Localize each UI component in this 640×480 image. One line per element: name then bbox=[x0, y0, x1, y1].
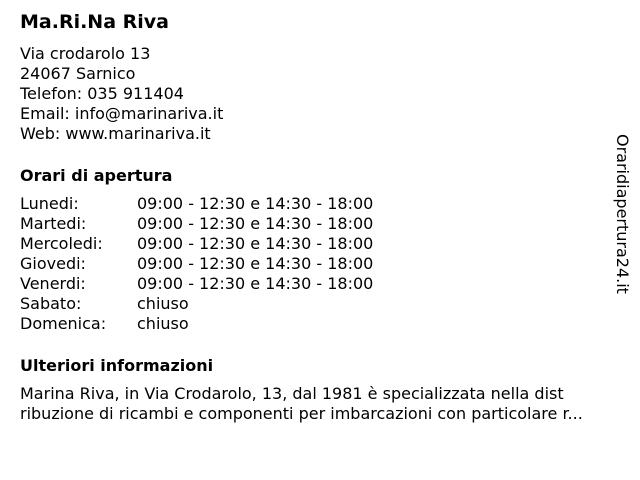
hours-row-sunday bbox=[20, 314, 620, 334]
day-label: Mercoledi: bbox=[20, 234, 103, 253]
hours-row-monday bbox=[20, 194, 620, 214]
day-label: Martedi: bbox=[20, 214, 87, 233]
more-info-text bbox=[20, 384, 630, 424]
more-info-line: ribuzione di ricambi e componenti per imbarcazioni con particolare r... bbox=[20, 404, 583, 423]
time-value: 09:00 - 12:30 e 14:30 - 18:00 bbox=[137, 194, 374, 213]
hours-row-saturday bbox=[20, 294, 620, 314]
day-label: Lunedi: bbox=[20, 194, 79, 213]
phone-line: Telefon: 035 911404 bbox=[20, 84, 184, 103]
postal-city: 24067 Sarnico bbox=[20, 64, 136, 83]
contact-block bbox=[20, 44, 620, 144]
time-value: 09:00 - 12:30 e 14:30 - 18:00 bbox=[137, 254, 374, 273]
time-value: chiuso bbox=[137, 314, 189, 333]
email-line: Email: info@marinariva.it bbox=[20, 104, 224, 123]
time-value: 09:00 - 12:30 e 14:30 - 18:00 bbox=[137, 274, 374, 293]
hours-row-friday bbox=[20, 274, 620, 294]
web-line: Web: www.marinariva.it bbox=[20, 124, 211, 143]
time-value: 09:00 - 12:30 e 14:30 - 18:00 bbox=[137, 234, 374, 253]
business-card bbox=[20, 10, 620, 424]
time-value: chiuso bbox=[137, 294, 189, 313]
watermark-text: Oraridiapertura24.it bbox=[613, 134, 632, 294]
street-address: Via crodarolo 13 bbox=[20, 44, 151, 63]
time-value: 09:00 - 12:30 e 14:30 - 18:00 bbox=[137, 214, 374, 233]
day-label: Giovedi: bbox=[20, 254, 86, 273]
business-name: Ma.Ri.Na Riva bbox=[20, 11, 169, 33]
more-info-heading: Ulteriori informazioni bbox=[20, 356, 214, 375]
more-info-line: Marina Riva, in Via Crodarolo, 13, dal 1981 è specializzata nella dist bbox=[20, 384, 564, 403]
opening-hours-heading: Orari di apertura bbox=[20, 166, 173, 185]
hours-row-wednesday bbox=[20, 234, 620, 254]
hours-row-tuesday bbox=[20, 214, 620, 234]
opening-hours-table bbox=[20, 194, 620, 334]
day-label: Sabato: bbox=[20, 294, 82, 313]
day-label: Domenica: bbox=[20, 314, 107, 333]
day-label: Venerdi: bbox=[20, 274, 86, 293]
site-watermark bbox=[611, 134, 633, 308]
hours-row-thursday bbox=[20, 254, 620, 274]
